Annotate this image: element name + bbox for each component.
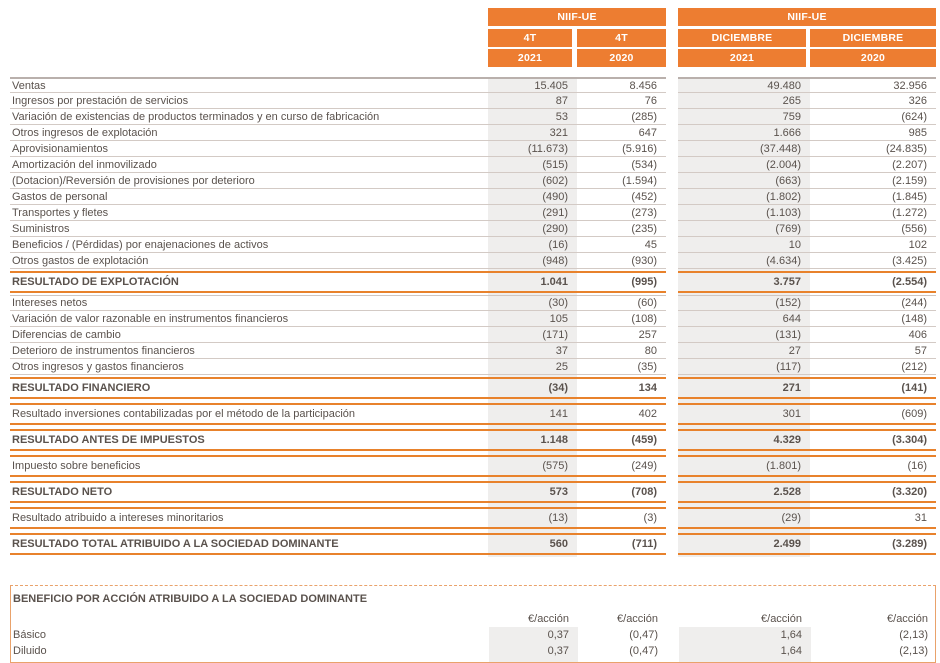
cell-dic-2020: (2.159)	[810, 173, 936, 189]
cell-4t-2020: (459)	[577, 429, 666, 451]
cell-4t-2021: 25	[488, 359, 577, 375]
eps-cell-dic-2020: (2,13)	[899, 629, 928, 641]
cell-4t-2021: (11.673)	[488, 141, 577, 157]
table-row	[10, 125, 940, 141]
cell-dic-2020: (1.272)	[810, 205, 936, 221]
cell-dic-2021: 1.666	[678, 125, 810, 141]
header-year-2021-a: 2021	[678, 49, 806, 67]
cell-4t-2020: (534)	[577, 157, 666, 173]
cell-4t-2021: 573	[488, 481, 577, 503]
header-period-row	[10, 29, 940, 47]
total-section	[10, 377, 940, 399]
eps-cell-dic-2021: 1,64	[780, 645, 802, 657]
cell-4t-2020: (711)	[577, 533, 666, 555]
header-year-row	[10, 49, 940, 67]
eps-unit-label: €/acción	[761, 613, 802, 625]
total-section	[10, 533, 940, 555]
table-row	[10, 237, 940, 253]
cell-4t-2020: (60)	[577, 295, 666, 311]
cell-4t-2021: (948)	[488, 253, 577, 269]
cell-dic-2020: (624)	[810, 109, 936, 125]
row-label: Ventas	[10, 77, 488, 93]
cell-4t-2021: (291)	[488, 205, 577, 221]
eps-cell-dic-2021: 1,64	[780, 629, 802, 641]
cell-dic-2021: 49.480	[678, 77, 810, 93]
row-label: Amortización del inmovilizado	[10, 157, 488, 173]
table-row	[10, 157, 940, 173]
cell-dic-2021: (117)	[678, 359, 810, 375]
cell-dic-2021: 3.757	[678, 271, 810, 293]
row-label: Variación de existencias de productos terminados y en curso de fabricación	[10, 109, 488, 125]
row-label: Otros ingresos de explotación	[10, 125, 488, 141]
row-label: Deterioro de instrumentos financieros	[10, 343, 488, 359]
cell-4t-2021: 1.148	[488, 429, 577, 451]
cell-dic-2020: 985	[810, 125, 936, 141]
cell-dic-2020: (3.304)	[810, 429, 936, 451]
cell-dic-2020: (24.835)	[810, 141, 936, 157]
cell-4t-2020: (930)	[577, 253, 666, 269]
cell-4t-2020: 76	[577, 93, 666, 109]
table-row	[10, 507, 940, 529]
cell-4t-2020: 80	[577, 343, 666, 359]
cell-dic-2020: (141)	[810, 377, 936, 399]
cell-dic-2021: 301	[678, 403, 810, 425]
row-label: Impuesto sobre beneficios	[10, 455, 488, 477]
cell-dic-2021: 4.329	[678, 429, 810, 451]
cell-4t-2020: 647	[577, 125, 666, 141]
header-year-2020-q: 2020	[577, 49, 666, 67]
table-row	[10, 141, 940, 157]
cell-dic-2021: (769)	[678, 221, 810, 237]
items-section	[10, 295, 940, 375]
row-label: Suministros	[10, 221, 488, 237]
cell-4t-2020: 8.456	[577, 77, 666, 93]
row-label: Resultado inversiones contabilizadas por el método de la participación	[10, 403, 488, 425]
items-section	[10, 77, 940, 269]
cell-dic-2020: (556)	[810, 221, 936, 237]
cell-dic-2020: (244)	[810, 295, 936, 311]
table-row	[10, 429, 940, 451]
row-label: RESULTADO FINANCIERO	[10, 377, 488, 399]
cell-dic-2021: (663)	[678, 173, 810, 189]
cell-4t-2021: 87	[488, 93, 577, 109]
cell-4t-2020: (249)	[577, 455, 666, 477]
cell-4t-2021: (515)	[488, 157, 577, 173]
cell-4t-2020: (35)	[577, 359, 666, 375]
table-row	[10, 327, 940, 343]
row-label: Resultado atribuido a intereses minoritarios	[10, 507, 488, 529]
cell-4t-2020: (108)	[577, 311, 666, 327]
cell-dic-2020: 102	[810, 237, 936, 253]
cell-4t-2020: (3)	[577, 507, 666, 529]
row-label: Gastos de personal	[10, 189, 488, 205]
eps-row-label: Básico	[13, 629, 47, 641]
table-row	[10, 455, 940, 477]
cell-4t-2021: (575)	[488, 455, 577, 477]
cell-dic-2021: 27	[678, 343, 810, 359]
eps-unit-label: €/acción	[528, 613, 569, 625]
table-row	[10, 205, 940, 221]
eps-rows	[11, 627, 935, 659]
cell-dic-2021: (37.448)	[678, 141, 810, 157]
cell-dic-2020: (3.320)	[810, 481, 936, 503]
eps-cell-4t-2021: 0,37	[547, 629, 569, 641]
cell-dic-2021: (1.103)	[678, 205, 810, 221]
table-row	[10, 377, 940, 399]
cell-4t-2021: (16)	[488, 237, 577, 253]
table-row	[10, 77, 940, 93]
single-row-section	[10, 403, 940, 425]
row-label: RESULTADO ANTES DE IMPUESTOS	[10, 429, 488, 451]
header-group-niif-ue-quarter: NIIF-UE	[488, 8, 666, 26]
cell-4t-2021: 1.041	[488, 271, 577, 293]
cell-4t-2020: 45	[577, 237, 666, 253]
cell-dic-2021: (2.004)	[678, 157, 810, 173]
eps-cell-4t-2020: (0,47)	[629, 629, 658, 641]
cell-4t-2020: 134	[577, 377, 666, 399]
cell-4t-2021: 560	[488, 533, 577, 555]
cell-dic-2020: (3.425)	[810, 253, 936, 269]
cell-4t-2021: 105	[488, 311, 577, 327]
row-label: Diferencias de cambio	[10, 327, 488, 343]
cell-dic-2020: 326	[810, 93, 936, 109]
row-label: RESULTADO TOTAL ATRIBUIDO A LA SOCIEDAD DOMINANTE	[10, 533, 488, 555]
cell-dic-2020: (148)	[810, 311, 936, 327]
row-label: Ingresos por prestación de servicios	[10, 93, 488, 109]
eps-row	[11, 627, 935, 643]
table-row	[10, 221, 940, 237]
cell-dic-2020: (2.207)	[810, 157, 936, 173]
cell-4t-2020: (285)	[577, 109, 666, 125]
cell-4t-2021: (602)	[488, 173, 577, 189]
table-row	[10, 403, 940, 425]
header-group-niif-ue-annual: NIIF-UE	[678, 8, 936, 26]
header-period-dic-2021: DICIEMBRE	[678, 29, 806, 47]
cell-dic-2021: 2.499	[678, 533, 810, 555]
row-label: Otros gastos de explotación	[10, 253, 488, 269]
cell-dic-2020: 406	[810, 327, 936, 343]
table-row	[10, 311, 940, 327]
header-year-2020-a: 2020	[810, 49, 936, 67]
table-row	[10, 481, 940, 503]
header-period-4t-2020: 4T	[577, 29, 666, 47]
cell-dic-2021: 10	[678, 237, 810, 253]
cell-dic-2020: (1.845)	[810, 189, 936, 205]
cell-4t-2021: (290)	[488, 221, 577, 237]
cell-4t-2020: (5.916)	[577, 141, 666, 157]
cell-4t-2021: 321	[488, 125, 577, 141]
eps-cell-dic-2020: (2,13)	[899, 645, 928, 657]
table-row	[10, 189, 940, 205]
eps-row	[11, 643, 935, 659]
row-label: Transportes y fletes	[10, 205, 488, 221]
cell-4t-2020: 402	[577, 403, 666, 425]
table-row	[10, 109, 940, 125]
row-label: Aprovisionamientos	[10, 141, 488, 157]
total-section	[10, 429, 940, 451]
row-label: Beneficios / (Pérdidas) por enajenaciones de activos	[10, 237, 488, 253]
table-row	[10, 533, 940, 555]
cell-dic-2021: 644	[678, 311, 810, 327]
cell-dic-2020: (16)	[810, 455, 936, 477]
header-group-row	[10, 8, 940, 26]
table-row	[10, 271, 940, 293]
cell-dic-2021: 265	[678, 93, 810, 109]
statement-table-body	[10, 77, 940, 557]
table-row	[10, 295, 940, 311]
cell-dic-2021: 2.528	[678, 481, 810, 503]
table-row	[10, 93, 940, 109]
cell-4t-2020: (1.594)	[577, 173, 666, 189]
cell-dic-2020: (3.289)	[810, 533, 936, 555]
cell-dic-2020: (609)	[810, 403, 936, 425]
cell-4t-2020: (995)	[577, 271, 666, 293]
single-row-section	[10, 455, 940, 477]
cell-dic-2021: (29)	[678, 507, 810, 529]
cell-dic-2020: 57	[810, 343, 936, 359]
cell-4t-2020: 257	[577, 327, 666, 343]
cell-4t-2020: (708)	[577, 481, 666, 503]
total-section	[10, 481, 940, 503]
row-label: RESULTADO NETO	[10, 481, 488, 503]
cell-dic-2020: (212)	[810, 359, 936, 375]
row-label: (Dotacion)/Reversión de provisiones por deterioro	[10, 173, 488, 189]
eps-unit-row	[11, 611, 935, 627]
cell-4t-2021: 15.405	[488, 77, 577, 93]
row-label: Otros ingresos y gastos financieros	[10, 359, 488, 375]
header-year-2021-q: 2021	[488, 49, 572, 67]
cell-dic-2021: 271	[678, 377, 810, 399]
table-row	[10, 253, 940, 269]
cell-4t-2021: 37	[488, 343, 577, 359]
eps-cell-4t-2020: (0,47)	[629, 645, 658, 657]
cell-dic-2020: (2.554)	[810, 271, 936, 293]
cell-dic-2021: (4.634)	[678, 253, 810, 269]
single-row-section	[10, 507, 940, 529]
cell-4t-2021: 141	[488, 403, 577, 425]
total-section	[10, 271, 940, 293]
cell-dic-2020: 32.956	[810, 77, 936, 93]
eps-unit-label: €/acción	[887, 613, 928, 625]
cell-4t-2020: (273)	[577, 205, 666, 221]
eps-box-title: BENEFICIO POR ACCIÓN ATRIBUIDO A LA SOCIEDAD DOMINANTE	[13, 593, 368, 605]
table-row	[10, 359, 940, 375]
cell-dic-2021: (1.802)	[678, 189, 810, 205]
row-label: RESULTADO DE EXPLOTACIÓN	[10, 271, 488, 293]
cell-4t-2020: (235)	[577, 221, 666, 237]
row-label: Intereses netos	[10, 295, 488, 311]
table-row	[10, 343, 940, 359]
eps-cell-4t-2021: 0,37	[547, 645, 569, 657]
cell-4t-2021: (490)	[488, 189, 577, 205]
row-label: Variación de valor razonable en instrumentos financieros	[10, 311, 488, 327]
header-period-dic-2020: DICIEMBRE	[810, 29, 936, 47]
cell-4t-2021: (171)	[488, 327, 577, 343]
cell-dic-2021: (152)	[678, 295, 810, 311]
cell-4t-2021: (30)	[488, 295, 577, 311]
header-period-4t-2021: 4T	[488, 29, 572, 47]
eps-unit-label: €/acción	[617, 613, 658, 625]
table-row	[10, 173, 940, 189]
eps-area	[11, 611, 935, 659]
eps-row-label: Diluido	[13, 645, 47, 657]
cell-4t-2021: (34)	[488, 377, 577, 399]
cell-dic-2021: 759	[678, 109, 810, 125]
cell-dic-2020: 31	[810, 507, 936, 529]
cell-4t-2021: (13)	[488, 507, 577, 529]
cell-4t-2021: 53	[488, 109, 577, 125]
cell-dic-2021: (131)	[678, 327, 810, 343]
cell-4t-2020: (452)	[577, 189, 666, 205]
cell-dic-2021: (1.801)	[678, 455, 810, 477]
eps-box	[10, 585, 936, 663]
